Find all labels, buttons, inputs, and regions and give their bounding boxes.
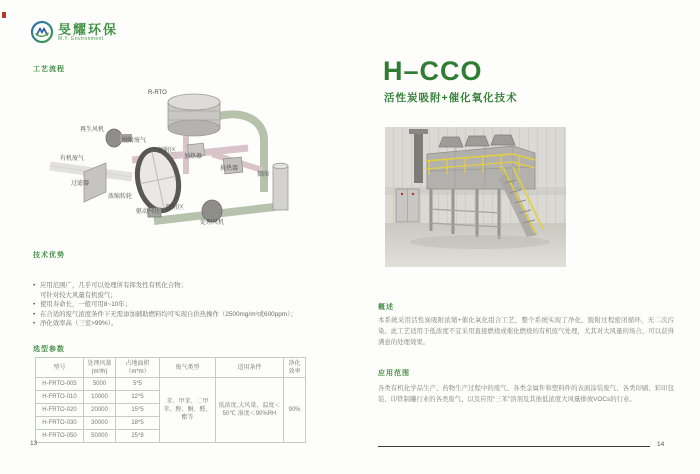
section-title-selection: 选型参数 <box>33 346 65 353</box>
advantage-item <box>33 300 335 310</box>
diagram-label-filter: 过滤器 <box>71 181 90 187</box>
cell-model: H-FRTO-020 <box>36 404 84 417</box>
diagram-label-rotor: 浓缩转轮 <box>108 194 133 200</box>
advantage-item <box>33 319 335 329</box>
diagram-label-process-fan: 处理风机 <box>200 220 225 226</box>
logo-icon <box>30 20 54 44</box>
bullet-icon: • <box>33 310 36 318</box>
advantage-item <box>33 281 335 291</box>
cell-model: H-FRTO-030 <box>36 417 84 430</box>
cell-footprint: 5*5 <box>116 378 160 391</box>
diagram-label-heater: 加热器 <box>184 154 203 160</box>
advantage-text: 在合适的废气浓度条件下无需添加辅助燃料均可实现自供热操作（2500mg/m³或600ppm）； <box>40 310 297 318</box>
col-header-efficiency: 净化 效率 <box>284 358 306 378</box>
advantage-text: 使用寿命长，一般可用8~10年； <box>40 301 132 309</box>
cell-model: H-FRTO-050 <box>36 430 84 443</box>
page-number-right: 14 <box>657 441 665 448</box>
cell-model: H-FRTO-010 <box>36 391 84 404</box>
equipment-photo <box>385 127 566 272</box>
cell-footprint: 15*5 <box>116 404 160 417</box>
diagram-label-organic-gas: 有机废气 <box>60 156 85 162</box>
advantage-text: 可针对较大风量有机废气； <box>40 291 117 299</box>
diagram-label-adsorb-zone: 吸附区 <box>166 205 185 211</box>
application-paragraph: 各类有机化学品生产、药物生产过程中的废气、各类金属件和塑料件的表面涂装废气、各类印刷、彩印包装、印铁制罐行业的各类废气、以及应用“三苯”溶剂及其他低浓度大风量排放VOCs的行业。 <box>378 385 674 403</box>
advantage-text: 净化效率高（三室>99%）。 <box>40 320 118 328</box>
footer-rule <box>378 446 650 447</box>
section-title-application: 应用范围 <box>378 370 410 377</box>
cell-footprint: 18*5 <box>116 417 160 430</box>
col-header-airflow: 处理风量 (m³/h) <box>84 358 116 378</box>
col-header-model: 型号 <box>36 358 84 378</box>
logo-name-cn: 旻耀环保 <box>58 21 119 37</box>
advantage-item <box>33 310 335 320</box>
selection-table <box>35 357 306 443</box>
cell-gas-type: 苯、甲苯、二甲苯、醇、酮、醛、酯等 <box>160 378 216 443</box>
diagram-label-heat-exchanger: 换热器 <box>220 166 239 172</box>
cell-footprint: 25*8 <box>116 430 160 443</box>
crop-mark <box>2 12 6 18</box>
section-title-advantages: 技术优势 <box>33 252 65 259</box>
diagram-label-rrto: R-RTO <box>148 90 167 96</box>
cell-conditions: 低浓度,大风量，温度＜50℃ 湿度＜90%RH <box>216 378 284 443</box>
cell-airflow: 30000 <box>84 417 116 430</box>
page-title: H–CCO <box>383 56 483 86</box>
cell-footprint: 12*5 <box>116 391 160 404</box>
cell-airflow: 5000 <box>84 378 116 391</box>
cell-efficiency: 90% <box>284 378 306 443</box>
col-header-footprint: 占地面积（m*m） <box>116 358 160 378</box>
diagram-label-regen-fan: 再生风机 <box>80 127 105 133</box>
section-title-process-flow: 工艺流程 <box>33 66 65 73</box>
cell-airflow: 10000 <box>84 391 116 404</box>
diagram-label-desorb-gas: 脱附废气 <box>122 138 147 144</box>
table-row <box>36 378 306 391</box>
cell-model: H-FRTO-005 <box>36 378 84 391</box>
cell-airflow: 50000 <box>84 430 116 443</box>
page-subtitle: 活性炭吸附+催化氧化技术 <box>384 92 518 104</box>
advantage-item <box>33 291 335 301</box>
table-header-row <box>36 358 306 378</box>
process-flow-diagram <box>36 84 328 250</box>
diagram-label-stack: 烟囱 <box>257 172 270 178</box>
col-header-conditions: 适用条件 <box>216 358 284 378</box>
cell-airflow: 20000 <box>84 404 116 417</box>
logo-name-en: M.Y. Environment <box>58 35 104 42</box>
section-title-overview: 概述 <box>378 304 394 311</box>
col-header-gas-type: 废气类型 <box>160 358 216 378</box>
diagram-graphic <box>36 84 328 250</box>
bullet-icon: • <box>33 301 36 309</box>
advantages-list <box>33 281 335 329</box>
overview-paragraph: 本系统采用活性炭吸附浓缩+催化氧化组合工艺，整个系统实现了净化、脱附过程密闭循环，无二次污染。此工艺适用于低浓度不宜采用直接燃烧或催化燃烧的有机废气处理，尤其对大风量的场合，可以获得满意的处理效果。 <box>378 317 674 346</box>
advantage-text: 应用范围广，几乎可以处理所有挥发性有机化合物； <box>40 282 187 289</box>
diagram-label-drive-motor: 驱动马达 <box>136 209 161 215</box>
company-logo <box>30 20 118 44</box>
diagram-label-desorb-zone: 脱附区 <box>158 148 177 154</box>
page-number-left: 13 <box>30 440 38 447</box>
bullet-icon: • <box>33 282 36 289</box>
bullet-icon: • <box>33 320 36 328</box>
